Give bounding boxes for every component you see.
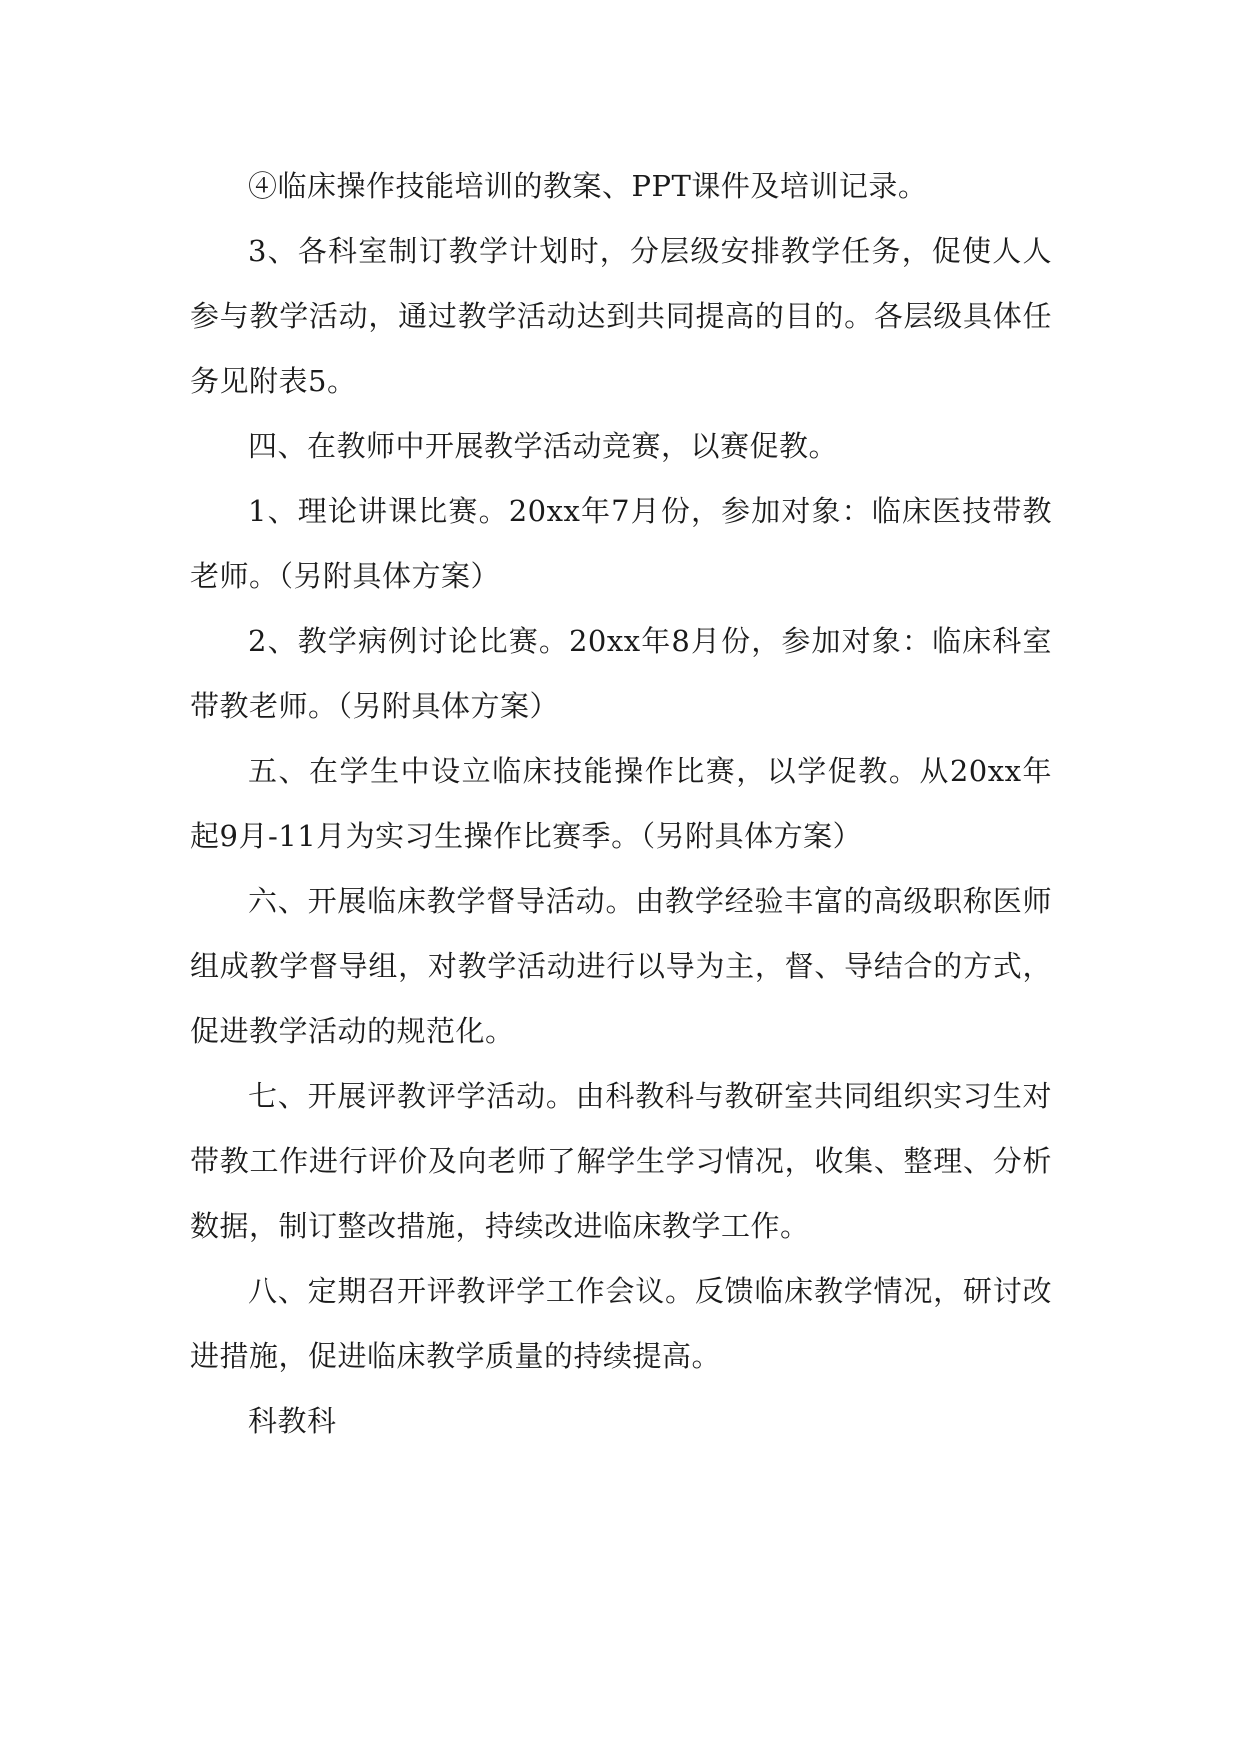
paragraph-item-4-materials: ④临床操作技能培训的教案、PPT课件及培训记录。 (248, 169, 928, 203)
section-6-supervision: 六、开展临床教学督导活动。由教学经验丰富的高级职称医师组成教学督导组，对教学活动进行以导为主，督、导结合的方式，促进教学活动的规范化。 (190, 884, 1052, 1048)
section-5-skills-contest: 五、在学生中设立临床技能操作比赛，以学促教。从20xx年起9月-11月为实习生操作比赛季。（另附具体方案） (190, 754, 1052, 853)
paragraph-lecture-contest: 1、理论讲课比赛。20xx年7月份，参加对象：临床医技带教老师。（另附具体方案） (190, 494, 1052, 593)
section-7-evaluation: 七、开展评教评学活动。由科教科与教研室共同组织实习生对带教工作进行评价及向老师了解学生学习情况，收集、整理、分析数据，制订整改措施，持续改进临床教学工作。 (190, 1079, 1052, 1243)
document-body (190, 154, 1052, 1454)
signature-department: 科教科 (248, 1404, 337, 1438)
paragraph-case-discussion-contest: 2、教学病例讨论比赛。20xx年8月份，参加对象：临床科室带教老师。（另附具体方案） (190, 624, 1052, 723)
paragraph-teaching-plan: 3、各科室制订教学计划时，分层级安排教学任务，促使人人参与教学活动，通过教学活动达到共同提高的目的。各层级具体任务见附表5。 (190, 234, 1052, 398)
section-8-meetings: 八、定期召开评教评学工作会议。反馈临床教学情况，研讨改进措施，促进临床教学质量的持续提高。 (190, 1274, 1052, 1373)
section-heading-4-competition: 四、在教师中开展教学活动竞赛，以赛促教。 (248, 429, 839, 463)
